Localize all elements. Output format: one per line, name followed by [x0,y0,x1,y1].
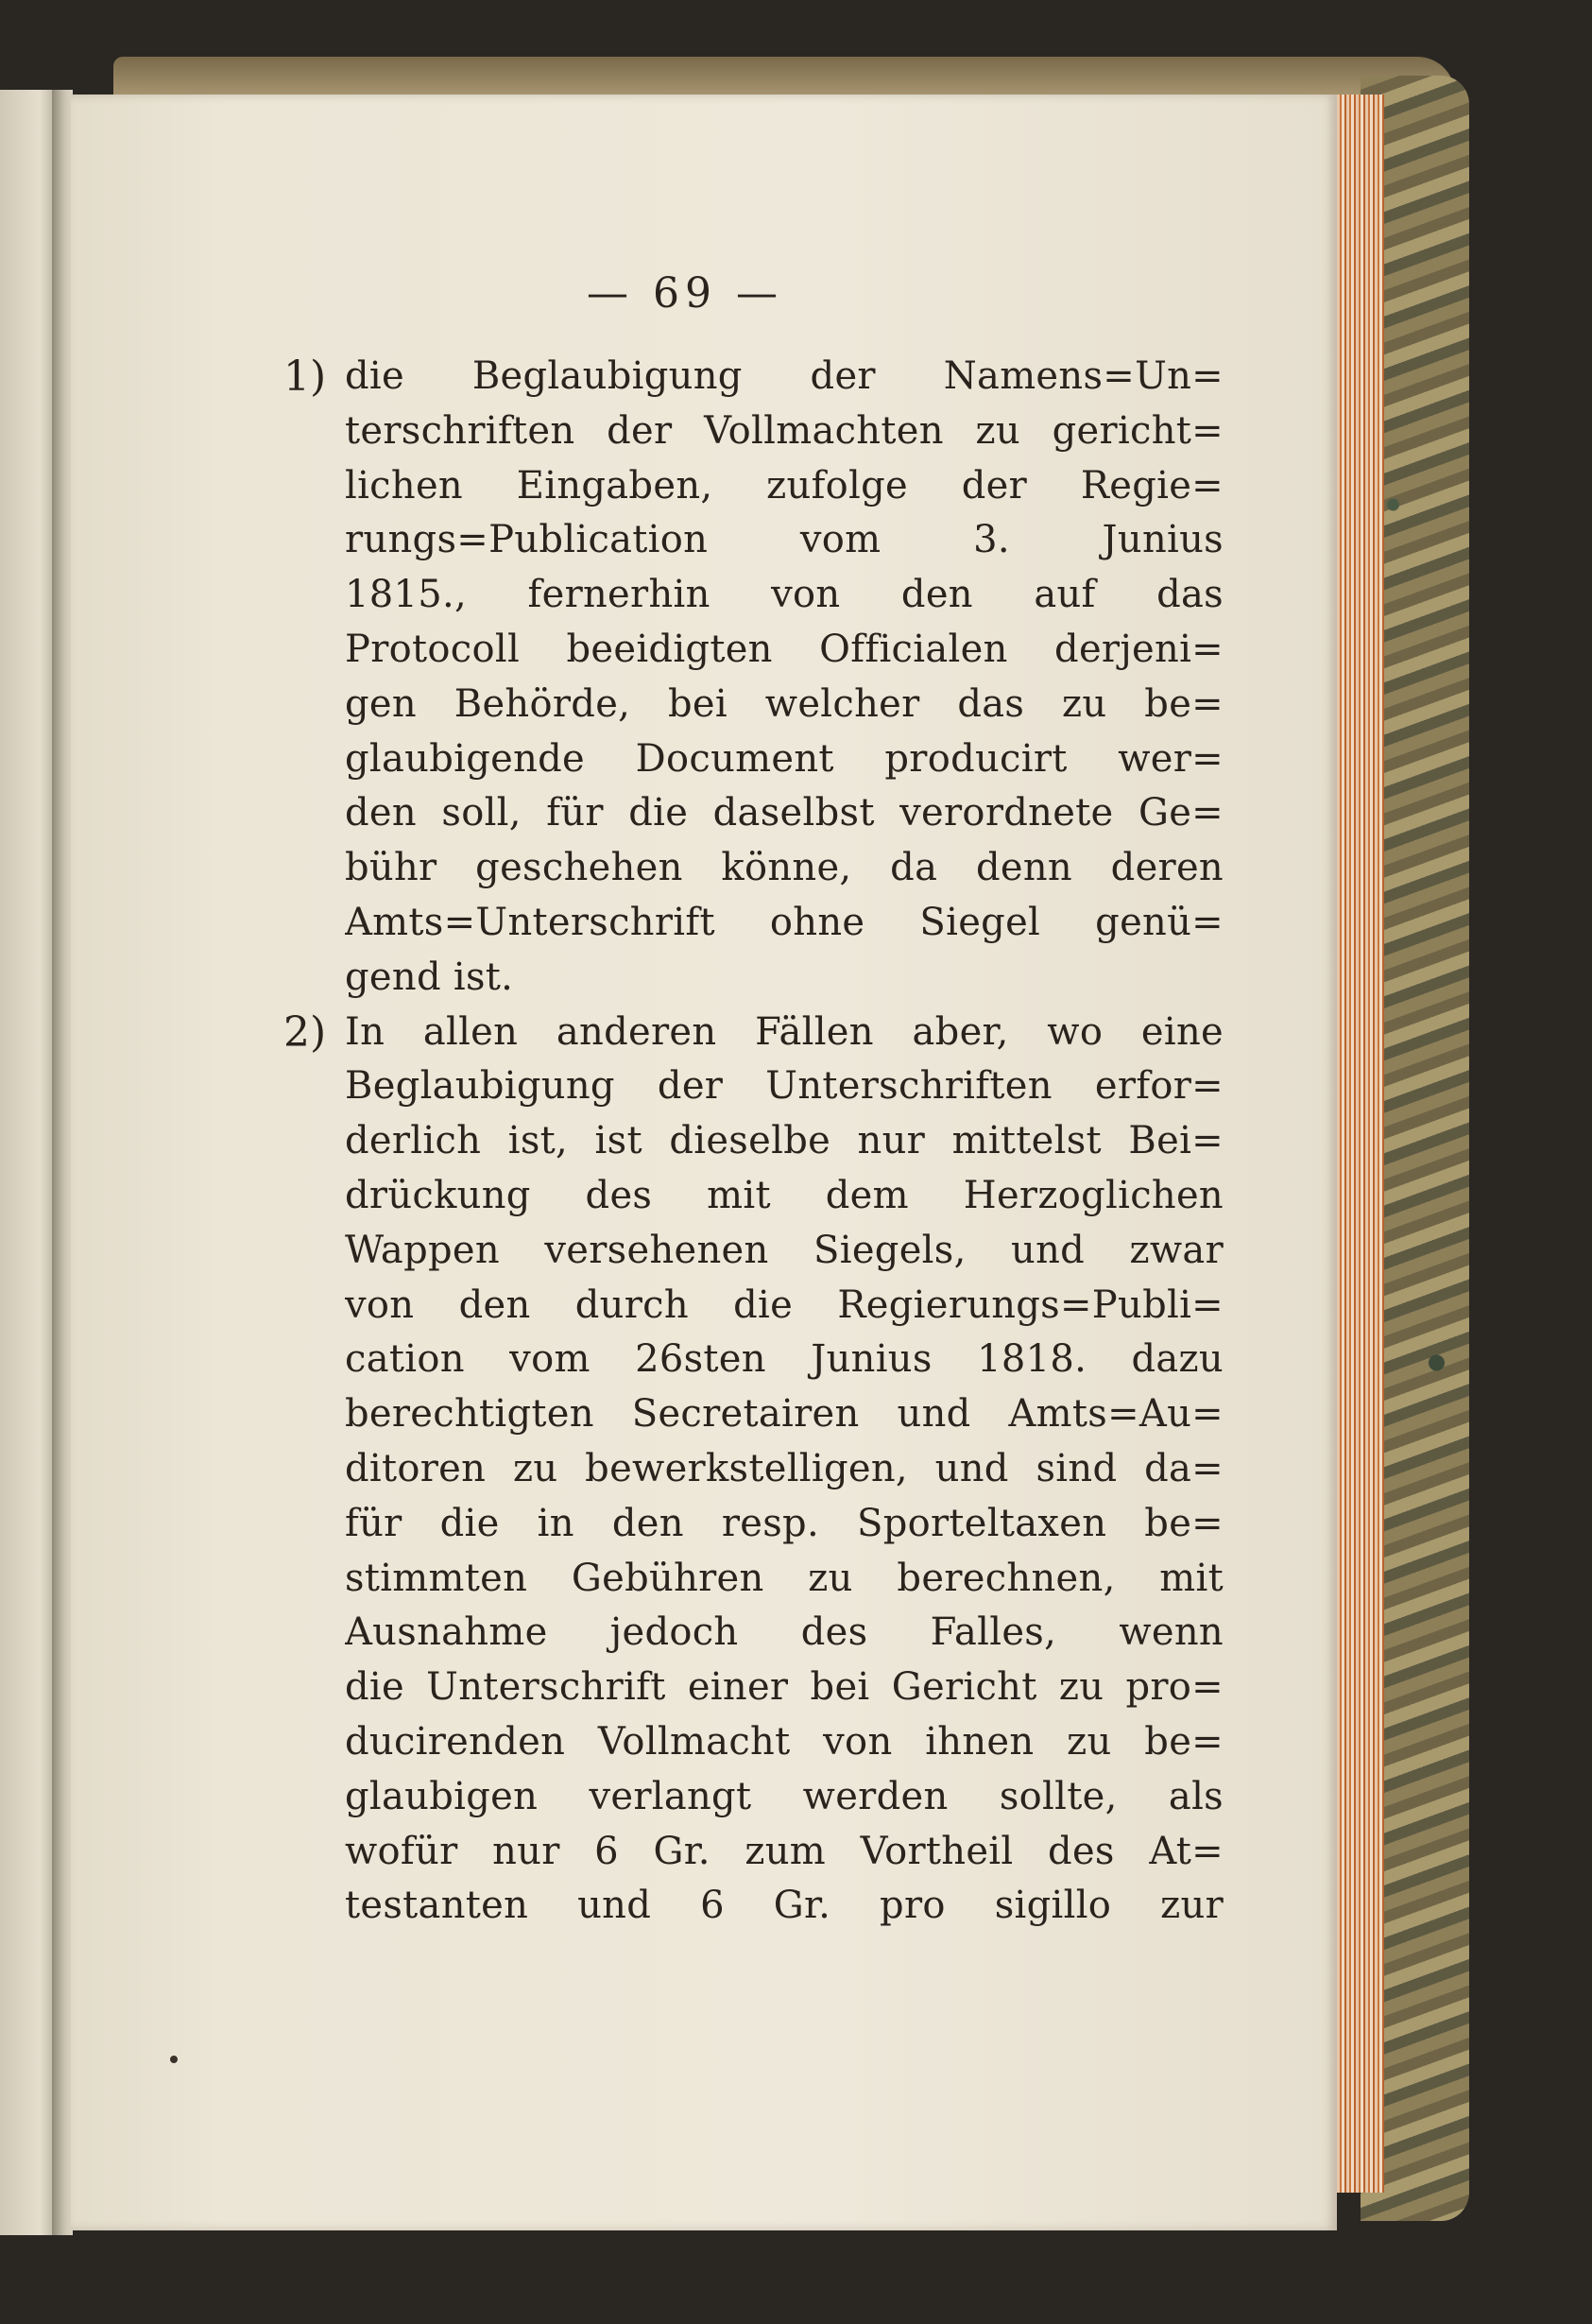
text-line: testanten und 6 Gr. pro sigillo zur [345,1884,1224,1928]
text-line: gen Behörde, bei welcher das zu be= [345,681,1224,726]
left-page-sliver [0,90,57,2235]
text-line: glaubigende Document producirt wer= [345,736,1224,781]
text-line: stimmten Gebühren zu berechnen, mit [345,1556,1224,1600]
text-line: Wappen versehenen Siegels, und zwar [345,1228,1224,1272]
paragraph-text [345,1006,1224,1935]
text-line: berechtigten Secretairen und Amts=Au= [345,1392,1224,1437]
text-line: glaubigen verlangt werden sollte, als [345,1774,1224,1818]
text-line: die Unterschrift einer bei Gericht zu pro= [345,1665,1224,1710]
text-line: lichen Eingaben, zufolge der Regie= [345,463,1224,508]
text-line: rungs=Publication vom 3. Junius [345,518,1224,562]
text-line: derlich ist, ist dieselbe nur mittelst Bei= [345,1119,1224,1163]
text-line: Protocoll beeidigten Officialen derjeni= [345,627,1224,671]
text-line: ditoren zu bewerkstelligen, und sind da= [345,1446,1224,1490]
text-line: von den durch die Regierungs=Publi= [345,1283,1224,1327]
text-line: 1815., fernerhin von den auf das [345,573,1224,617]
book-gutter [52,90,73,2235]
paragraph-number: 1) [283,353,327,401]
text-line: cation vom 26sten Junius 1818. dazu [345,1337,1224,1382]
text-line: bühr geschehen könne, da denn deren [345,846,1224,890]
text-line: terschriften der Vollmachten zu gericht= [345,408,1224,453]
text-line: drückung des mit dem Herzoglichen [345,1173,1224,1217]
paragraph-2 [283,1006,1224,1935]
text-block [283,350,1224,1934]
paragraph-text [345,350,1224,1006]
text-line: Beglaubigung der Unterschriften erfor= [345,1064,1224,1109]
text-line: In allen anderen Fällen aber, wo eine [345,1009,1224,1054]
text-line: den soll, für die daselbst verordnete Ge= [345,791,1224,835]
paragraph-number: 2) [283,1007,327,1057]
text-line: wofür nur 6 Gr. zum Vortheil des At= [345,1829,1224,1873]
text-line: die Beglaubigung der Namens=Un= [345,354,1224,398]
ink-dot-mark [170,2056,178,2063]
page-number: — 69 — [587,269,783,318]
text-line: Amts=Unterschrift ohne Siegel genü= [345,900,1224,944]
text-line: gend ist. [345,955,514,999]
text-line: ducirenden Vollmacht von ihnen zu be= [345,1719,1224,1764]
text-line: für die in den resp. Sporteltaxen be= [345,1501,1224,1545]
text-line: Ausnahme jedoch des Falles, wenn [345,1610,1224,1655]
paragraph-1 [283,350,1224,1006]
